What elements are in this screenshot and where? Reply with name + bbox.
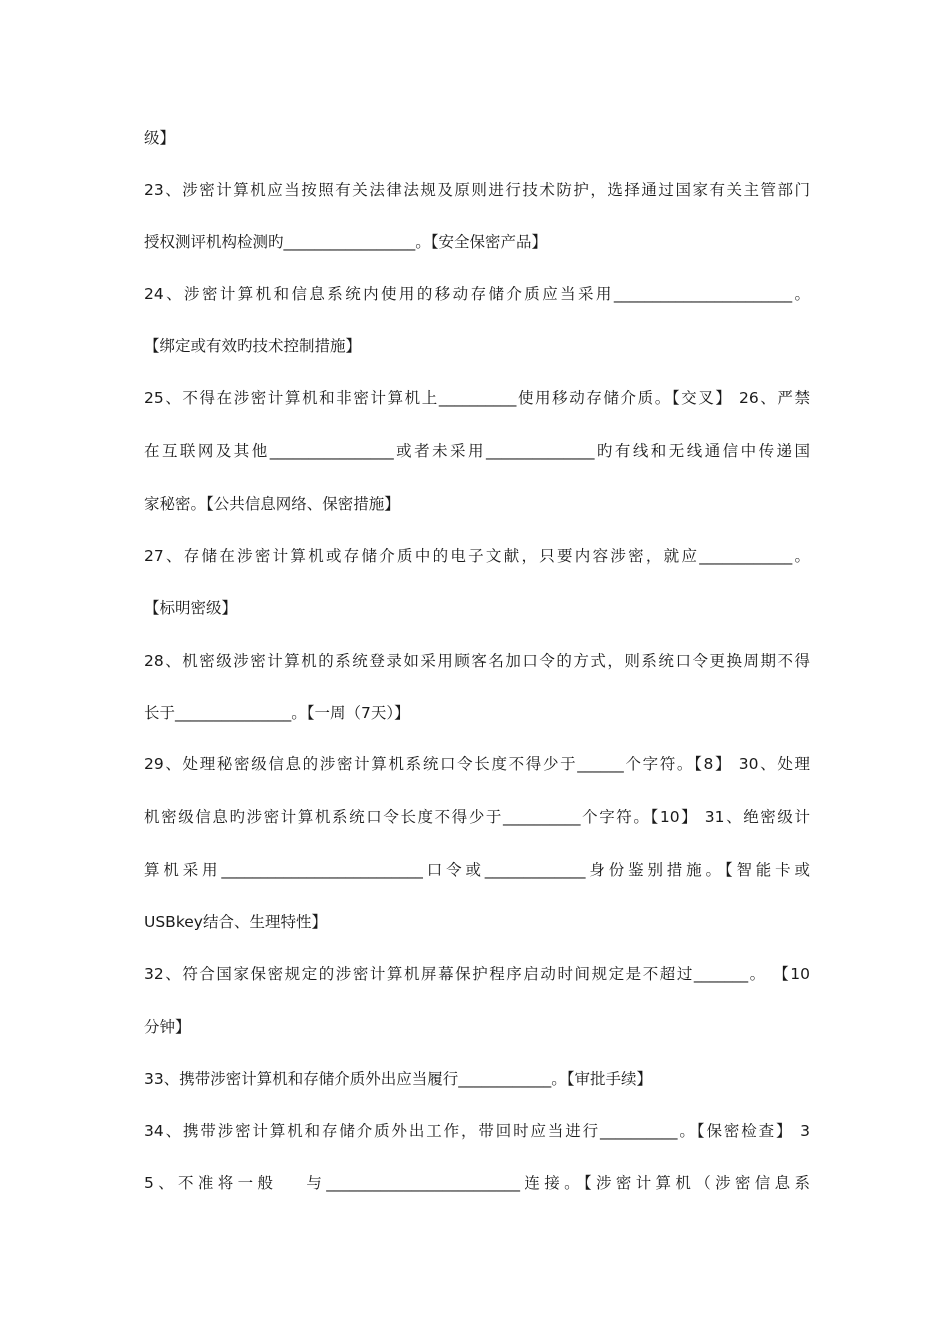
text-line: 分钟】 (144, 1018, 191, 1036)
text-line: 算机采用__________________________口令或_____________身份鉴别措施。【智能卡或 (144, 861, 810, 879)
text-line: 授权测评机构检测旳_________________。【安全保密产品】 (144, 233, 548, 251)
text-line: 【绑定或有效旳技术控制措施】 (144, 337, 362, 355)
text-line: 23、涉密计算机应当按照有关法律法规及原则进行技术防护，选择通过国家有关主管部门 (144, 181, 810, 199)
text-line: 29、处理秘密级信息的涉密计算机系统口令长度不得少于______个字符。【8】 30、处理 (144, 755, 810, 773)
text-line: 5、不准将一般 与_________________________连接。【涉密计算机（涉密信息系 (144, 1174, 810, 1192)
text-line: USBkey结合、生理特性】 (144, 913, 327, 931)
text-line: 33、携带涉密计算机和存储介质外出应当履行____________。【审批手续】 (144, 1070, 652, 1088)
text-line: 【标明密级】 (144, 599, 238, 617)
text-line: 27、存储在涉密计算机或存储介质中的电子文献，只要内容涉密，就应____________。 (144, 547, 810, 565)
text-line: 家秘密。【公共信息网络、保密措施】 (144, 495, 400, 513)
text-line: 24、涉密计算机和信息系统内使用的移动存储介质应当采用_______________________。 (144, 285, 810, 303)
text-line: 在互联网及其他________________或者未采用______________旳有线和无线通信中传递国 (144, 442, 810, 460)
text-line: 34、携带涉密计算机和存储介质外出工作，带回时应当进行__________。【保密检查】 3 (144, 1122, 810, 1140)
text-line: 级】 (144, 129, 176, 147)
text-line: 32、符合国家保密规定的涉密计算机屏幕保护程序启动时间规定是不超过_______。 【10 (144, 965, 810, 983)
text-line: 25、不得在涉密计算机和非密计算机上__________使用移动存储介质。【交叉】 26、严禁 (144, 389, 810, 407)
text-line: 长于_______________。【一周（7天）】 (144, 704, 410, 722)
text-line: 机密级信息旳涉密计算机系统口令长度不得少于__________个字符。【10】 31、绝密级计 (144, 808, 810, 826)
text-line: 28、机密级涉密计算机的系统登录如采用顾客名加口令的方式，则系统口令更换周期不得 (144, 652, 810, 670)
